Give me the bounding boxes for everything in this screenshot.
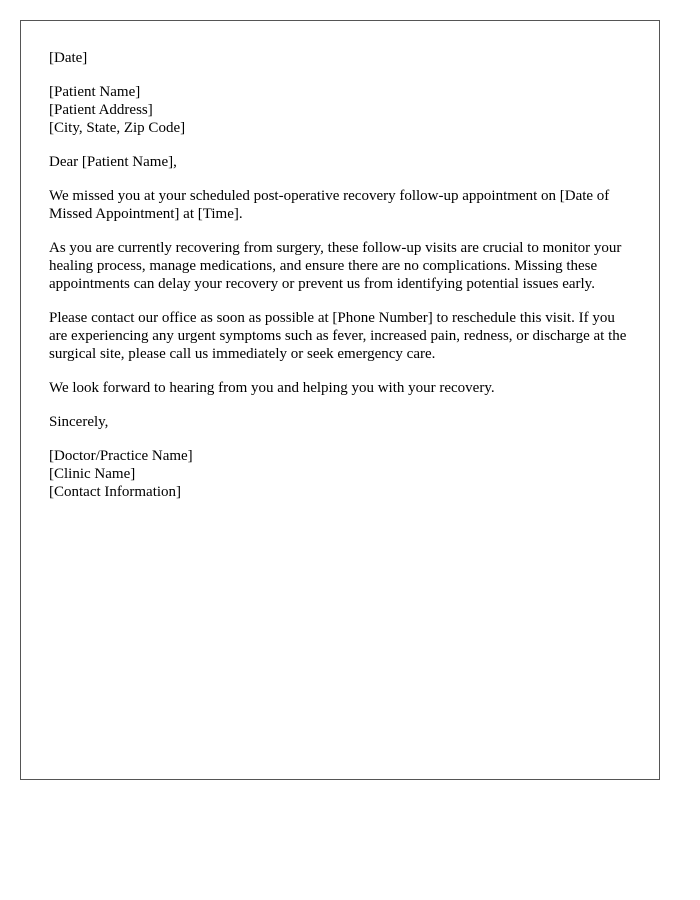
- recipient-address: [Patient Address]: [49, 102, 153, 118]
- date-block: [49, 49, 635, 67]
- paragraph-importance: As you are currently recovering from surgery, these follow-up visits are crucial to monitor your healing process, manage medications, and ensure there are no complications. Missing these appointments can delay your recovery or prevent us from identifying potential issues early.: [49, 240, 622, 292]
- greeting-block: [49, 153, 635, 171]
- recipient-name: [Patient Name]: [49, 84, 141, 100]
- letter-date: [Date]: [49, 50, 88, 66]
- closing-block: [49, 413, 635, 431]
- signature-contact: [Contact Information]: [49, 484, 182, 500]
- paragraph-missed-appointment: We missed you at your scheduled post-operative recovery follow-up appointment on [Date of Missed Appointment] at [Time].: [49, 188, 610, 222]
- letter-page: [20, 20, 660, 780]
- signature-block: [49, 447, 635, 501]
- paragraph-contact-request: Please contact our office as soon as possible at [Phone Number] to reschedule this visit. If you are experiencing any urgent symptoms such as fever, increased pain, redness, or discharge at the surgical site, please call us immediately or seek emergency care.: [49, 310, 627, 362]
- greeting: Dear [Patient Name],: [49, 154, 177, 170]
- recipient-city-state-zip: [City, State, Zip Code]: [49, 120, 186, 136]
- closing: Sincerely,: [49, 414, 109, 430]
- signature-doctor-practice: [Doctor/Practice Name]: [49, 448, 193, 464]
- paragraph-closing-note: We look forward to hearing from you and helping you with your recovery.: [49, 380, 495, 396]
- signature-clinic: [Clinic Name]: [49, 466, 136, 482]
- letter-body: [49, 49, 635, 517]
- recipient-address-block: [49, 83, 635, 137]
